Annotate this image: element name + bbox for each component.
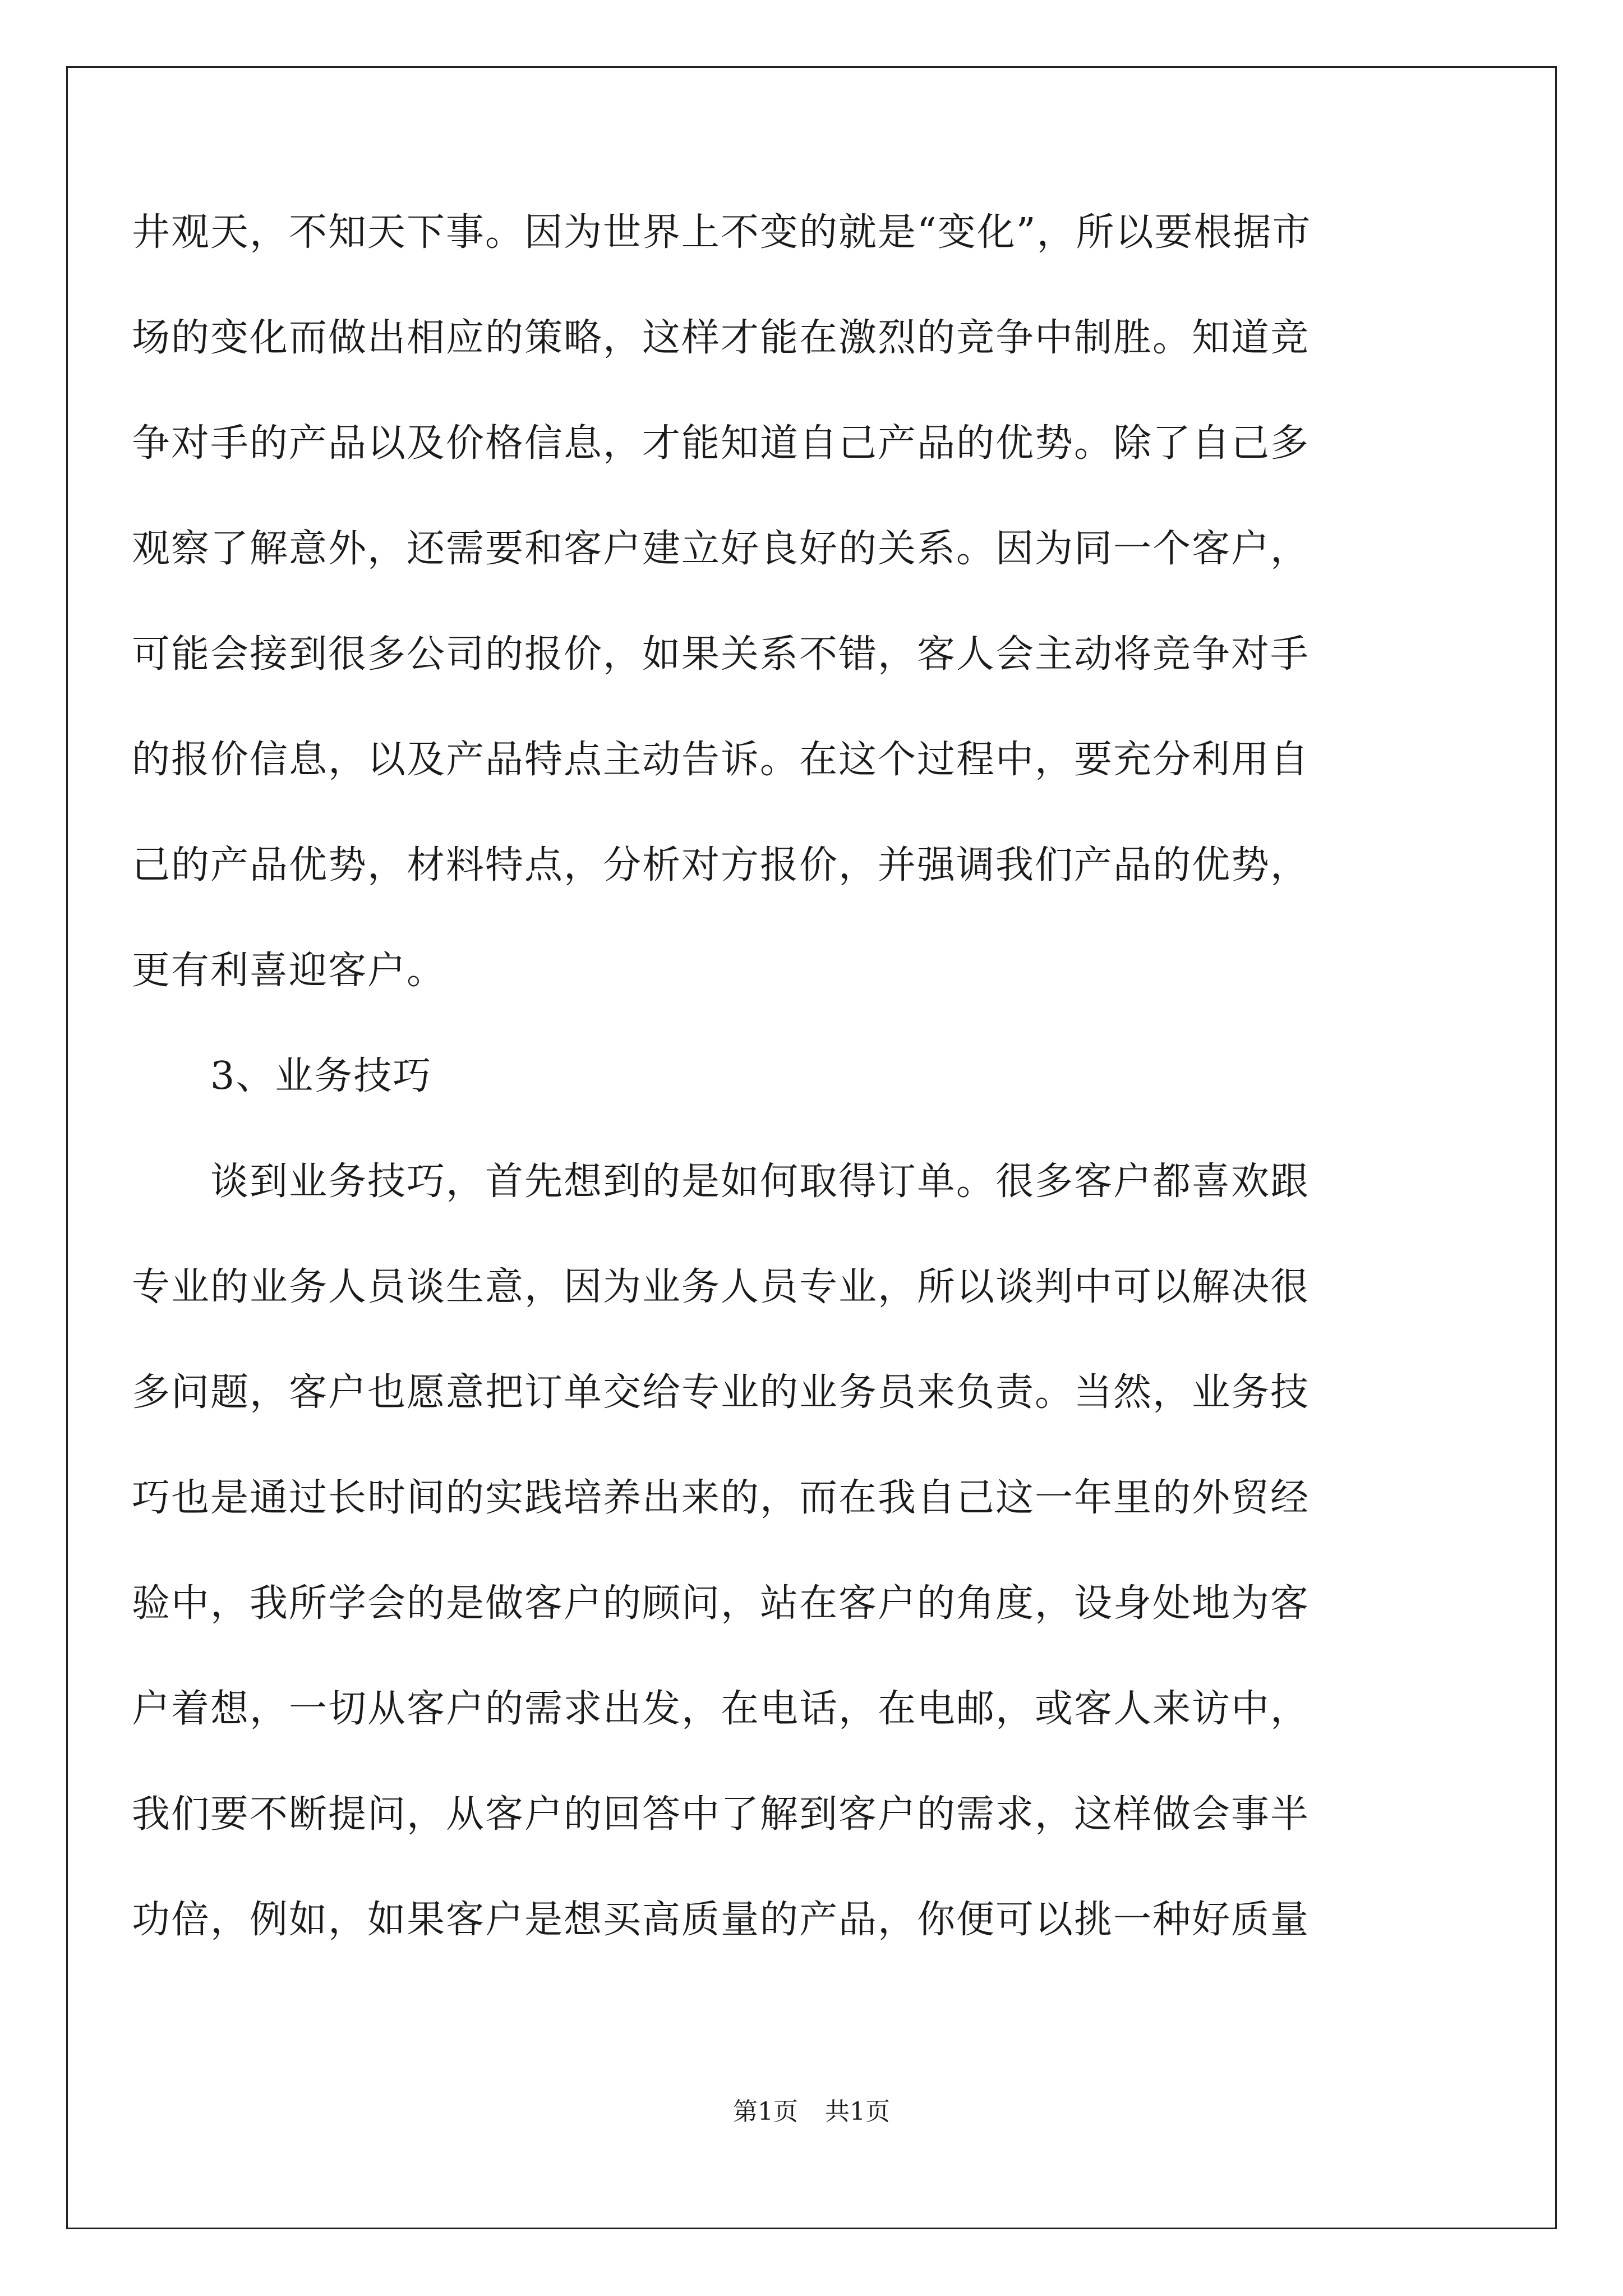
text-line: 更有利喜迎客户。	[132, 949, 446, 993]
page-footer	[0, 2095, 1623, 2129]
text-line: 的报价信息，以及产品特点主动告诉。在这个过程中，要充分利用自	[132, 738, 1310, 782]
page-number-total: 共1页	[825, 2097, 890, 2126]
text-line: 我们要不断提问，从客户的回答中了解到客户的需求，这样做会事半	[132, 1792, 1310, 1837]
text-line: 验中，我所学会的是做客户的顾问，站在客户的角度，设身处地为客	[132, 1581, 1310, 1626]
text-line: 专业的业务人员谈生意，因为业务人员专业，所以谈判中可以解决很	[132, 1265, 1310, 1309]
text-line: 井观天，不知天下事。因为世界上不变的就是“变化”，所以要根据市	[132, 210, 1312, 255]
text-line: 己的产品优势，材料特点，分析对方报价，并强调我们产品的优势，	[132, 843, 1310, 887]
text-line: 争对手的产品以及价格信息，才能知道自己产品的优势。除了自己多	[132, 421, 1310, 466]
text-line: 可能会接到很多公司的报价，如果关系不错，客人会主动将竞争对手	[132, 632, 1310, 677]
text-line: 谈到业务技巧，首先想到的是如何取得订单。很多客户都喜欢跟	[210, 1159, 1310, 1204]
text-line: 巧也是通过长时间的实践培养出来的，而在我自己这一年里的外贸经	[132, 1476, 1310, 1520]
text-line: 多问题，客户也愿意把订单交给专业的业务员来负责。当然，业务技	[132, 1370, 1310, 1415]
text-line: 场的变化而做出相应的策略，这样才能在激烈的竞争中制胜。知道竞	[132, 316, 1310, 360]
text-line: 户着想，一切从客户的需求出发，在电话，在电邮，或客人来访中，	[132, 1687, 1310, 1731]
text-line: 功倍，例如，如果客户是想买高质量的产品，你便可以挑一种好质量	[132, 1898, 1310, 1942]
section-heading: 3、业务技巧	[210, 1054, 432, 1098]
text-line: 观察了解意外，还需要和客户建立好良好的关系。因为同一个客户，	[132, 527, 1310, 571]
page-number-current: 第1页	[733, 2097, 798, 2126]
